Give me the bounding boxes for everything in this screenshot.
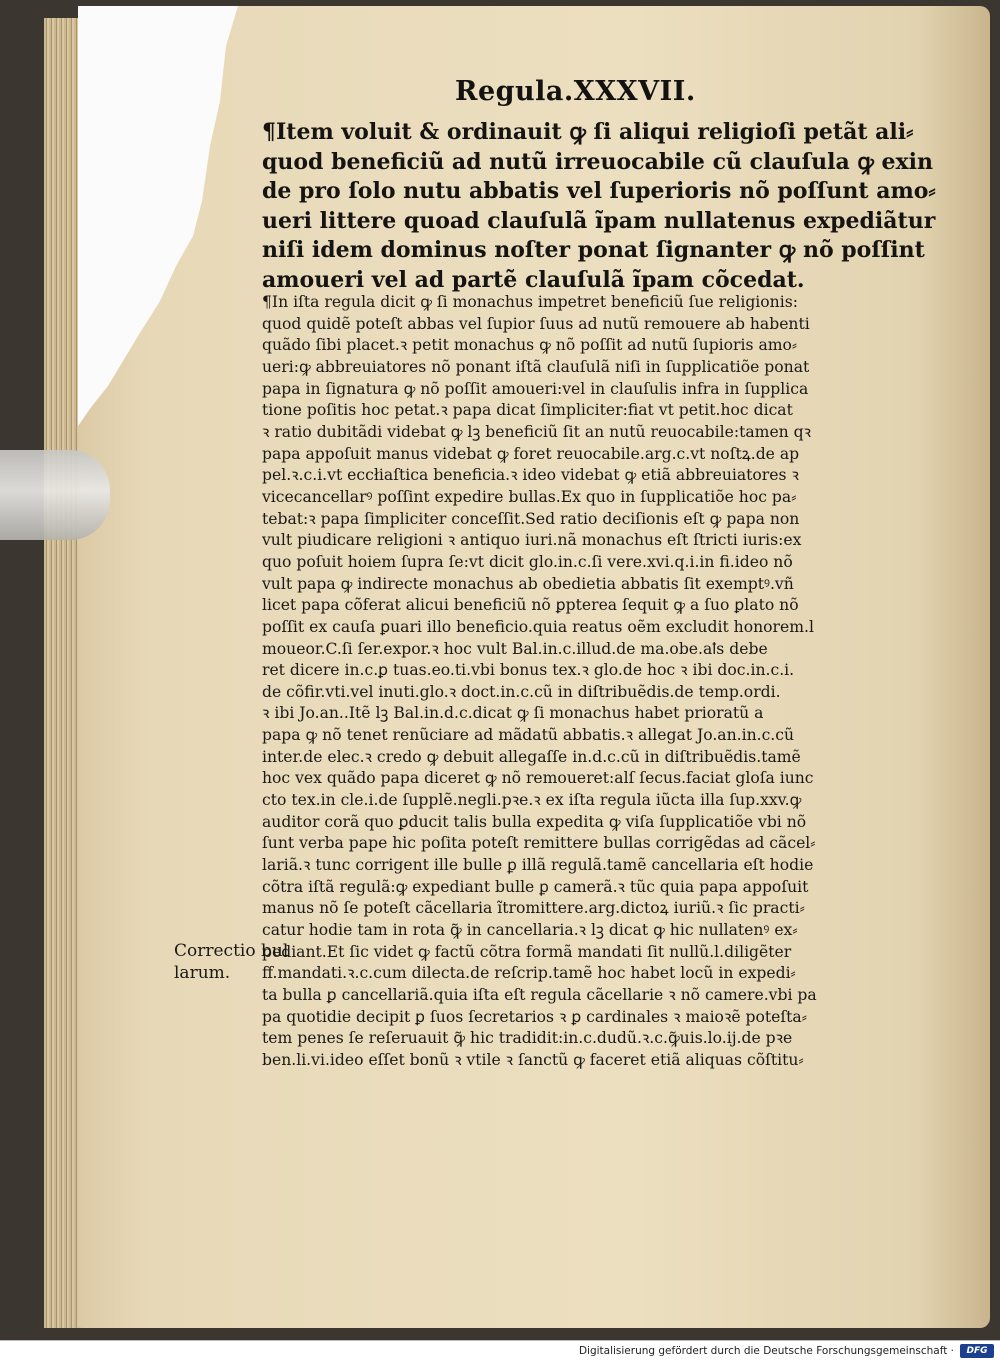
footer-bar	[0, 1340, 1000, 1362]
commentary-line: poſſit ex cauſa ꝑuari illo beneficio.quia reatus oẽm excludit honorem.l	[262, 617, 814, 636]
dfg-logo: DFG	[960, 1344, 994, 1358]
commentary-line: vult piudicare religioni ꝛ antiquo iuri.nã monachus eſt ſtricti iuris:ex	[262, 531, 802, 550]
commentary-line: ta bulla ꝑ cancellariã.quia iſta eſt regula cãcellarie ꝛ nõ camere.vbi pa	[262, 986, 817, 1004]
commentary-line: manus nõ ſe poteſt cãcellaria ĩtromittere.arg.dictoꝝ iuriũ.ꝛ ſic practi⸗	[262, 899, 805, 918]
finger-overlay	[0, 450, 110, 540]
commentary-line: ¶In iſta regula dicit ꝙ ſi monachus impetret beneficiũ ſue religionis:	[262, 293, 798, 311]
rule-line: quod beneficiũ ad nutũ irreuocabile cũ clauſula ꝙ exin	[262, 148, 934, 175]
commentary-line: quãdo ſibi placet.ꝛ petit monachus ꝙ nõ poſſit ad nutũ ſupioris amo⸗	[262, 336, 798, 355]
commentary-line: ben.li.vi.ideo eſſet bonũ ꝛ vtile ꝛ ſanctũ ꝙ faceret etiã aliquas cõſtitu⸗	[262, 1050, 804, 1069]
commentary-line: hoc vex quãdo papa diceret ꝙ nõ remoueret:alſ ſecus.faciat gloſa iunc	[262, 769, 814, 788]
margin-note-line: larum.	[174, 963, 231, 983]
commentary-line: ſunt verba pape hic poſita poteſt remittere bullas corrigẽdas ad cãcel⸗	[262, 834, 816, 853]
commentary-line: tione poſitis hoc petat.ꝛ papa dicat ſimpliciter:fiat vt petit.hoc dicat	[262, 401, 793, 420]
commentary-line: papa appoſuit manus videbat ꝙ foret reuocabile.arg.c.vt noſtꝝ.de ap	[262, 444, 800, 463]
commentary-line: pel.ꝛ.c.i.vt eccłiaſtica beneficia.ꝛ ideo videbat ꝙ etiã abbreuiatores ꝛ	[262, 466, 799, 485]
commentary-line: ff.mandati.ꝛ.c.cum dilecta.de reſcrip.tamẽ hoc habet locũ in expedi⸗	[262, 964, 796, 983]
commentary-line: quod quidẽ poteſt abbas vel ſupior ſuus ad nutũ remouere ab habenti	[262, 314, 810, 333]
commentary-line: moueor.C.ſi ſer.expor.ꝛ hoc vult Bal.in.c.illud.de ma.obe.aꝉs debe	[262, 639, 768, 658]
rule-text	[262, 118, 936, 295]
commentary-line: ret dicere in.c.ꝑ tuas.eo.ti.vbi bonus tex.ꝛ glo.de hoc ꝛ ibi doc.in.c.i.	[262, 661, 795, 680]
commentary-line: lariã.ꝛ tunc corrigent ille bulle ꝑ illã regulã.tamẽ cancellaria eſt hodie	[262, 856, 814, 875]
commentary-line: vult papa ꝙ indirecte monachus ab obedietia abbatis ſit exemptꝰ.vñ	[262, 574, 794, 593]
rule-line: niſi idem dominus noſter ponat ſignanter ꝙ nõ poſſint	[262, 237, 925, 263]
commentary-line: papa in ſignatura ꝙ nõ poſſit amoueri:vel in clauſulis infra in ſupplica	[262, 379, 809, 398]
commentary-line: catur hodie tam in rota ꝙ̃ in cancellaria.ꝛ lꝫ dicat ꝙ hic nullatenꝰ ex⸗	[262, 921, 798, 940]
commentary-line: tebat:ꝛ papa ſimpliciter conceſſit.Sed ratio deciſionis eſt ꝙ papa non	[262, 509, 800, 528]
commentary-line: auditor corã quo ꝑducit talis bulla expedita ꝙ viſa ſupplicatiõe vbi nõ	[262, 812, 807, 831]
commentary-line: pediant.Et ſic videt ꝙ factũ cõtra formã mandati ſit nullũ.l.diligẽter	[262, 942, 792, 961]
commentary-line: cto tex.in cle.i.de ſupplẽ.negli.pꝛe.ꝛ ex iſta regula iũcta illa ſup.xxv.ꝙ	[262, 791, 802, 810]
commentary-line: inter.de elec.ꝛ credo ꝙ debuit allegaſſe in.d.c.cũ in diſtribuẽdis.tamẽ	[262, 747, 801, 766]
rule-line: ueri littere quoad clauſulã ĩpam nullatenus expediãtur	[262, 207, 936, 234]
margin-note-line: Correctio bul	[174, 941, 289, 961]
rule-line: ¶Item voluit & ordinauit ꝙ ſi aliqui religioſi petãt ali⸗	[262, 119, 914, 145]
commentary-line: cõtra iſtã regulã:ꝙ expediant bulle ꝑ camerã.ꝛ tũc quia papa appoſuit	[262, 877, 809, 896]
rule-line: amoueri vel ad partẽ clauſulã ĩpam cõcedat.	[262, 266, 805, 293]
commentary-line: de cõfir.vti.vel inuti.glo.ꝛ doct.in.c.cũ in diſtribuẽdis.de temp.ordi.	[262, 682, 781, 701]
commentary-line: ꝛ ratio dubitãdi videbat ꝙ lꝫ beneficiũ ſit an nutũ reuocabile:tamen qꝛ	[262, 422, 812, 441]
commentary-line: papa ꝙ nõ tenet renũciare ad mãdatũ abbatis.ꝛ allegat Jo.an.in.c.cũ	[262, 726, 795, 745]
commentary-line: pa quotidie decipit ꝑ ſuos ſecretarios ꝛ ꝑ cardinales ꝛ maioꝛẽ poteſta⸗	[262, 1007, 807, 1026]
commentary-line: vicecancellarꝰ poſſint expedire bullas.Ex quo in ſupplicatiõe hoc pa⸗	[262, 487, 797, 506]
rule-line: de pro ſolo nutu abbatis vel ſuperioris nõ poſſunt amo⸗	[262, 178, 936, 204]
commentary-text	[262, 292, 890, 1072]
commentary-line: tem penes ſe reſeruauit ꝙ̃ hic tradidit:in.c.dudũ.ꝛ.c.ꝙ̃uis.lo.ij.de pꝛe	[262, 1029, 793, 1048]
commentary-line: quo poſuit hoiem ſupra ſe:vt dicit glo.in.c.ſi vere.xvi.q.i.in fi.ideo nõ	[262, 552, 793, 571]
commentary-line: ueri:ꝙ abbreuiatores nõ ponant iſtã clauſulã niſi in ſupplicatiõe ponat	[262, 357, 810, 376]
commentary-line: ꝛ ibi Jo.an..Itẽ lꝫ Bal.in.d.c.dicat ꝙ ſi monachus habet prioratũ a	[262, 704, 764, 723]
commentary-line: licet papa cõferat alicui beneficiũ nõ ꝑpterea ſequit ꝙ a ſuo ꝑlato nõ	[262, 596, 799, 615]
margin-note	[174, 940, 294, 984]
page-heading: Regula.XXXVII.	[455, 76, 696, 107]
footer-credit: Digitalisierung gefördert durch die Deutsche Forschungsgemeinschaft ·	[578, 1345, 954, 1357]
